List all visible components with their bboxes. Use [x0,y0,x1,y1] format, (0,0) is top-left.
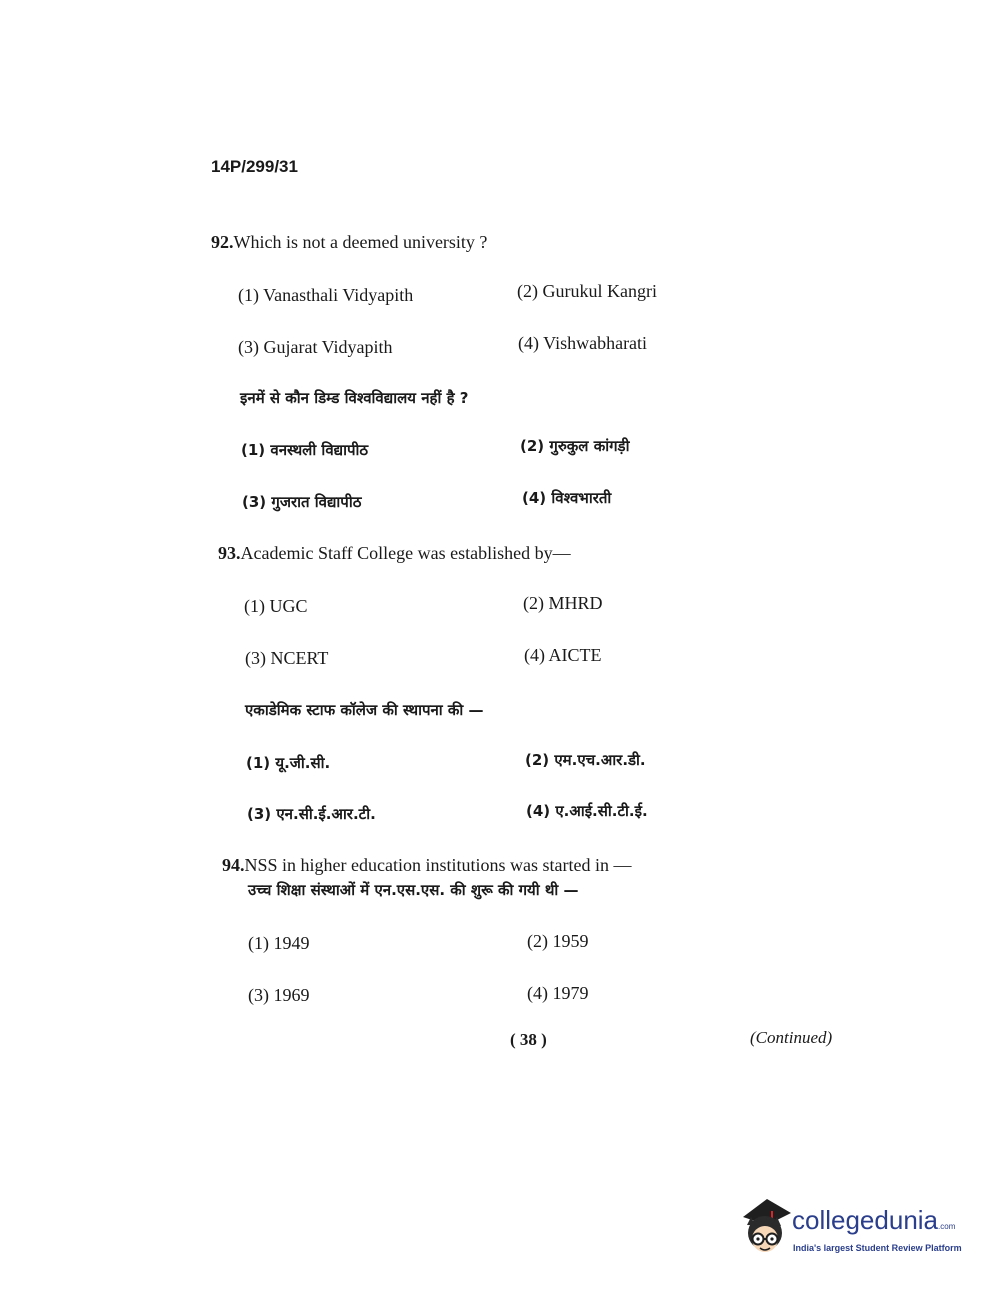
option-92-4: (4) Vishwabharati [518,333,648,353]
option-94-2: (2) 1959 [527,931,589,951]
option-92-3: (3) Gujarat Vidyapith [238,337,393,357]
option-92-3-hindi: (3) गुजरात विद्यापीठ [242,493,362,511]
question-93-hindi: एकाडेमिक स्टाफ कॉलेज की स्थापना की — [245,701,484,719]
option-92-1: (1) Vanasthali Vidyapith [238,285,414,305]
question-number: 94. [222,855,245,875]
page-number: ( 38 ) [510,1030,547,1049]
option-93-2: (2) MHRD [523,593,603,613]
option-92-1-hindi: (1) वनस्थली विद्यापीठ [241,441,369,459]
option-93-3: (3) NCERT [245,648,329,668]
option-92-2-hindi: (2) गुरुकुल कांगड़ी [520,437,630,455]
option-94-3: (3) 1969 [248,985,310,1005]
option-93-2-hindi: (2) एम.एच.आर.डी. [525,751,646,769]
option-93-1-hindi: (1) यू.जी.सी. [246,754,331,772]
question-text: NSS in higher education institutions was started in — [244,855,632,875]
option-94-1: (1) 1949 [248,933,310,953]
question-text: Academic Staff College was established by— [240,543,571,563]
question-text: Which is not a deemed university ? [233,232,488,252]
question-94-hindi: उच्च शिक्षा संस्थाओं में एन.एस.एस. की शुरू की गयी थी — [248,881,579,899]
logo-wordmark: collegedunia.com [792,1205,956,1235]
collegedunia-logo [735,1195,965,1265]
option-92-4-hindi: (4) विश्वभारती [522,489,612,507]
question-92-hindi: इनमें से कौन डिम्ड विश्वविद्यालय नहीं है ? [240,389,469,407]
paper-code: 14P/299/31 [211,157,298,176]
logo-tagline: India's largest Student Review Platform [793,1243,962,1253]
option-94-4: (4) 1979 [527,983,589,1003]
question-number: 93. [218,543,241,563]
question-number: 92. [211,232,234,252]
continued-label: (Continued) [750,1028,833,1047]
option-93-4: (4) AICTE [524,645,602,665]
mascot-icon [735,1195,795,1265]
option-93-1: (1) UGC [244,596,308,616]
question-93 [218,543,571,564]
question-92 [211,232,487,253]
option-93-4-hindi: (4) ए.आई.सी.टी.ई. [526,802,648,820]
option-92-2: (2) Gurukul Kangri [517,281,657,301]
option-93-3-hindi: (3) एन.सी.ई.आर.टी. [247,805,376,823]
question-94 [222,855,631,876]
